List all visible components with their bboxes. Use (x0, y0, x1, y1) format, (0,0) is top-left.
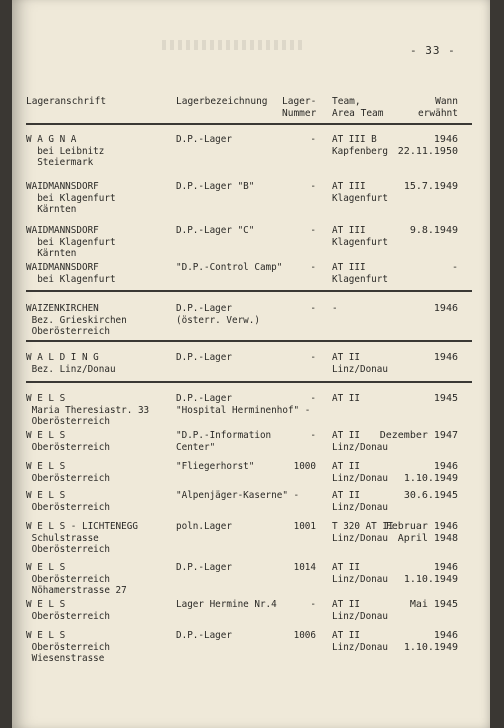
cell-number: - (310, 134, 316, 145)
cell-team: AT II Linz/Donau (332, 461, 388, 484)
cell-team: T 320 AT II Linz/Donau (332, 521, 394, 544)
cell-address: W A L D I N G Bez. Linz/Donau (26, 352, 116, 375)
cell-number: - (310, 430, 316, 441)
cell-number: 1014 (293, 562, 316, 573)
cell-number: - (310, 352, 316, 363)
header-designation: Lagerbezeichnung (176, 96, 268, 107)
cell-number: - (310, 599, 316, 610)
cell-designation: "Alpenjäger-Kaserne" - (176, 490, 300, 501)
cell-team: AT II (332, 393, 360, 404)
cell-when: 1946 1.10.1949 (403, 461, 458, 484)
cell-number: - (310, 181, 316, 192)
cell-when: - (451, 262, 458, 273)
cell-number: 1000 (293, 461, 316, 472)
section-rule (26, 290, 472, 292)
cell-when: Dezember 1947 (379, 430, 458, 441)
cell-address: WAIDMANNSDORF bei Klagenfurt Kärnten (26, 225, 116, 259)
cell-team: AT II Linz/Donau (332, 352, 388, 375)
bleed-through-stamp (162, 40, 302, 50)
cell-designation: poln.Lager (176, 521, 232, 532)
cell-designation: "D.P.-Information Center" (176, 430, 272, 453)
cell-team: AT III Klagenfurt (332, 225, 388, 248)
cell-number: 1001 (293, 521, 316, 532)
document-page (12, 0, 490, 728)
cell-designation: "D.P.-Control Camp" (176, 262, 283, 273)
cell-when: 15.7.1949 (403, 181, 458, 192)
cell-when: 1946 (433, 303, 458, 314)
page-number: - 33 - (410, 44, 456, 57)
cell-designation: D.P.-Lager (176, 630, 232, 641)
cell-address: W E L S Oberösterreich (26, 599, 110, 622)
cell-number: - (310, 303, 316, 314)
cell-team: AT III Klagenfurt (332, 262, 388, 285)
header-team: Team, Area Team (332, 96, 384, 119)
cell-number: - (310, 262, 316, 273)
section-rule (26, 381, 472, 383)
header-rule (26, 123, 472, 125)
header-number: Lager- Nummer (282, 96, 317, 119)
cell-address: W E L S Maria Theresiastr. 33 Oberösterreich (26, 393, 150, 427)
cell-address: W A G N A bei Leibnitz Steiermark (26, 134, 105, 168)
cell-number: 1006 (293, 630, 316, 641)
cell-when: 1945 (433, 393, 458, 404)
cell-when: 1946 (433, 352, 458, 363)
cell-address: WAIDMANNSDORF bei Klagenfurt Kärnten (26, 181, 116, 215)
cell-designation: Lager Hermine Nr.4 (176, 599, 277, 610)
cell-team: AT II Linz/Donau (332, 599, 388, 622)
cell-designation: D.P.-Lager "B" (176, 181, 255, 192)
cell-when: 1946 1.10.1949 (403, 630, 458, 653)
cell-team: AT II Linz/Donau (332, 490, 388, 513)
cell-designation: D.P.-Lager (österr. Verw.) (176, 303, 260, 326)
cell-team: AT III B Kapfenberg (332, 134, 388, 157)
cell-when: 1946 1.10.1949 (403, 562, 458, 585)
cell-address: W E L S Oberösterreich (26, 461, 110, 484)
cell-designation: D.P.-Lager (176, 352, 232, 363)
cell-team: AT II Linz/Donau (332, 630, 388, 653)
header-when: Wann erwähnt (417, 96, 458, 119)
cell-team: - (332, 303, 338, 314)
header-address: Lageranschrift (26, 96, 107, 107)
cell-designation: D.P.-Lager (176, 134, 232, 145)
cell-address: W E L S Oberösterreich Wiesenstrasse (26, 630, 110, 664)
cell-designation: D.P.-Lager "Hospital Herminenhof" - (176, 393, 311, 416)
cell-when: 1946 22.11.1950 (397, 134, 458, 157)
cell-designation: D.P.-Lager (176, 562, 232, 573)
cell-address: W E L S Oberösterreich Nöhamerstrasse 27 (26, 562, 127, 596)
cell-number: - (310, 393, 316, 404)
cell-address: W E L S Oberösterreich (26, 430, 110, 453)
cell-when: 9.8.1949 (409, 225, 458, 236)
cell-address: W E L S Oberösterreich (26, 490, 110, 513)
cell-address: WAIZENKIRCHEN Bez. Grieskirchen Oberösterreich (26, 303, 127, 337)
cell-address: W E L S - LICHTENEGG Schulstrasse Oberösterreich (26, 521, 138, 555)
cell-designation: D.P.-Lager "C" (176, 225, 255, 236)
cell-team: AT II Linz/Donau (332, 562, 388, 585)
cell-when: Mai 1945 (409, 599, 458, 610)
cell-when: Februar 1946 April 1948 (385, 521, 458, 544)
cell-team: AT III Klagenfurt (332, 181, 388, 204)
cell-address: WAIDMANNSDORF bei Klagenfurt (26, 262, 116, 285)
cell-when: 30.6.1945 (403, 490, 458, 501)
cell-team: AT II Linz/Donau (332, 430, 388, 453)
cell-number: - (310, 225, 316, 236)
section-rule (26, 340, 472, 342)
cell-designation: "Fliegerhorst" (176, 461, 255, 472)
